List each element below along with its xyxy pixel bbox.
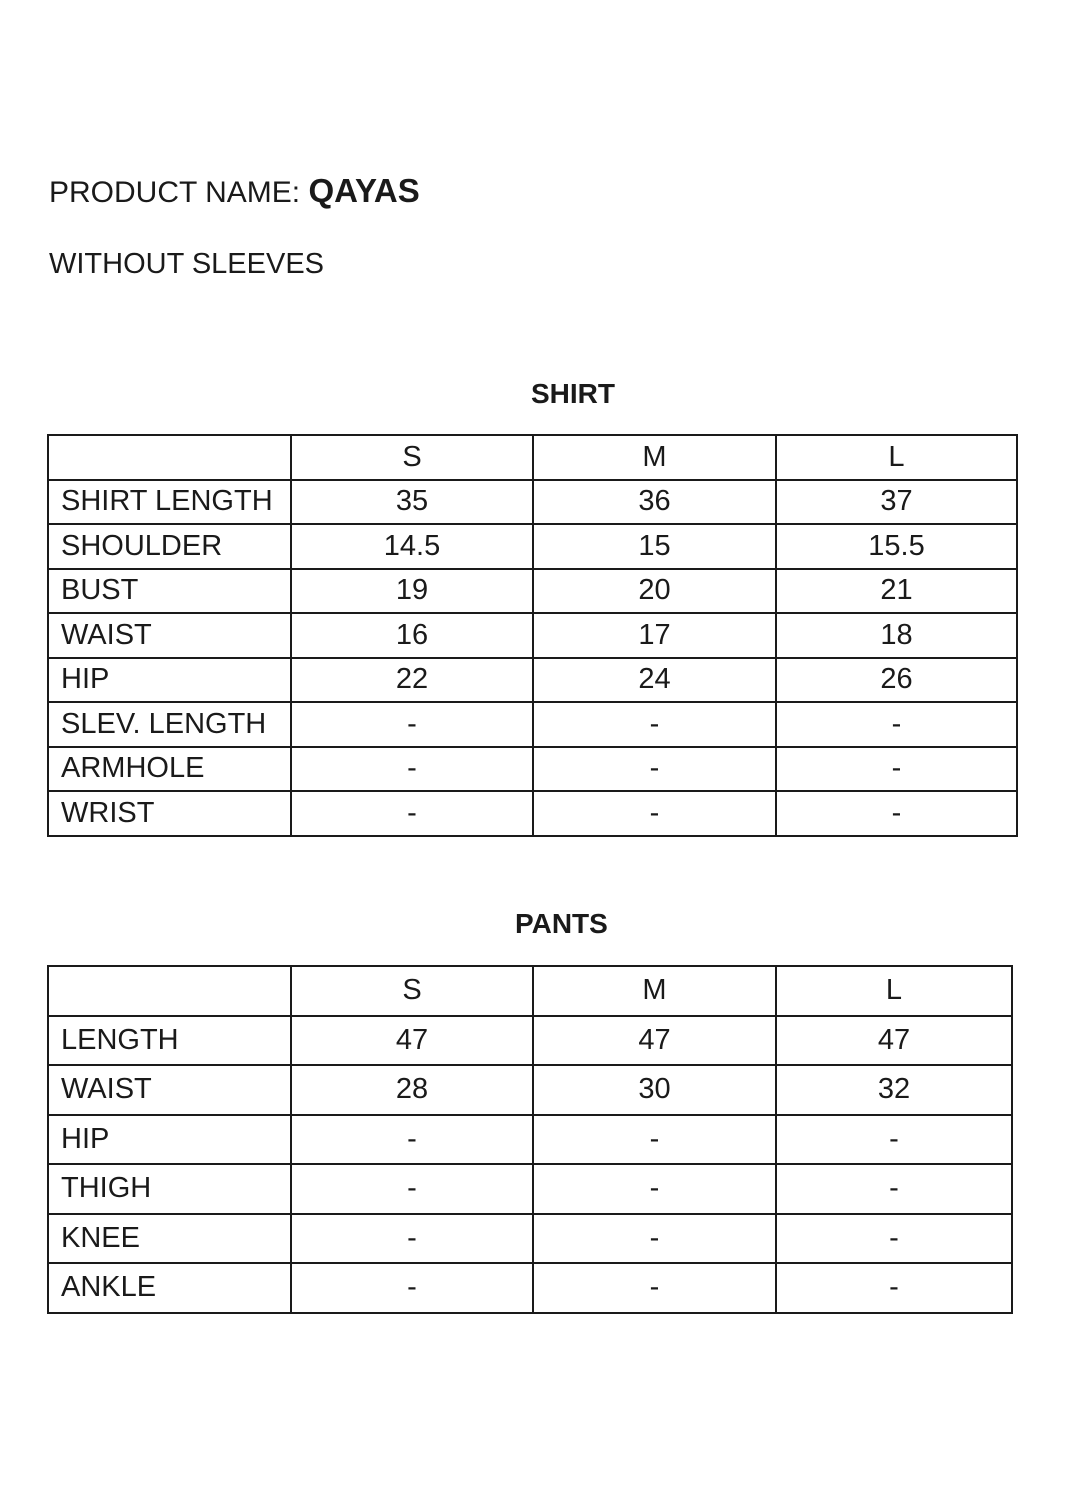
cell-value: 37 <box>776 480 1017 525</box>
cell-value: - <box>533 747 776 792</box>
table-row <box>48 569 1017 614</box>
table-row <box>48 613 1017 658</box>
cell-value: - <box>776 1115 1012 1165</box>
cell-value: - <box>533 1214 776 1264</box>
table-row <box>48 658 1017 703</box>
cell-value: 19 <box>291 569 533 614</box>
cell-value: - <box>291 1214 533 1264</box>
cell-value: - <box>291 747 533 792</box>
cell-value: 15.5 <box>776 524 1017 569</box>
cell-value: - <box>291 702 533 747</box>
row-label: SLEV. LENGTH <box>48 702 291 747</box>
cell-value: 32 <box>776 1065 1012 1115</box>
cell-value: - <box>533 1263 776 1313</box>
cell-value: 20 <box>533 569 776 614</box>
cell-value: 21 <box>776 569 1017 614</box>
cell-value: - <box>776 747 1017 792</box>
size-header-m: M <box>533 966 776 1016</box>
cell-value: - <box>533 1115 776 1165</box>
row-label: ARMHOLE <box>48 747 291 792</box>
cell-value: - <box>291 1263 533 1313</box>
cell-value: 26 <box>776 658 1017 703</box>
cell-value: - <box>533 791 776 836</box>
table-row <box>48 1065 1012 1115</box>
cell-value: - <box>776 791 1017 836</box>
row-label: SHOULDER <box>48 524 291 569</box>
cell-value: 22 <box>291 658 533 703</box>
cell-value: - <box>291 1164 533 1214</box>
product-name-label: PRODUCT NAME: <box>49 176 301 209</box>
table-row <box>48 1115 1012 1165</box>
row-label: WAIST <box>48 1065 291 1115</box>
header-corner-cell <box>48 435 291 480</box>
cell-value: - <box>533 702 776 747</box>
header-corner-cell <box>48 966 291 1016</box>
shirt-section-title: SHIRT <box>531 378 615 409</box>
table-row <box>48 524 1017 569</box>
cell-value: 47 <box>291 1016 533 1066</box>
row-label: WAIST <box>48 613 291 658</box>
cell-value: 24 <box>533 658 776 703</box>
row-label: HIP <box>48 1115 291 1165</box>
cell-value: - <box>776 1263 1012 1313</box>
size-header-s: S <box>291 966 533 1016</box>
cell-value: 47 <box>533 1016 776 1066</box>
size-header-m: M <box>533 435 776 480</box>
cell-value: 35 <box>291 480 533 525</box>
row-label: SHIRT LENGTH <box>48 480 291 525</box>
table-row <box>48 747 1017 792</box>
variant-note: WITHOUT SLEEVES <box>49 248 325 280</box>
table-row <box>48 1263 1012 1313</box>
cell-value: - <box>776 1214 1012 1264</box>
row-label: ANKLE <box>48 1263 291 1313</box>
table-row <box>48 480 1017 525</box>
table-header-row <box>48 966 1012 1016</box>
cell-value: 14.5 <box>291 524 533 569</box>
size-header-s: S <box>291 435 533 480</box>
table-row <box>48 1164 1012 1214</box>
row-label: HIP <box>48 658 291 703</box>
table-row <box>48 1016 1012 1066</box>
row-label: LENGTH <box>48 1016 291 1066</box>
size-header-l: L <box>776 435 1017 480</box>
size-header-l: L <box>776 966 1012 1016</box>
pants-size-table <box>47 965 1013 1314</box>
cell-value: 18 <box>776 613 1017 658</box>
row-label: THIGH <box>48 1164 291 1214</box>
cell-value: 36 <box>533 480 776 525</box>
table-row <box>48 1214 1012 1264</box>
table-row <box>48 702 1017 747</box>
product-name-value: QAYAS <box>308 172 420 209</box>
cell-value: - <box>291 791 533 836</box>
cell-value: - <box>776 702 1017 747</box>
row-label: KNEE <box>48 1214 291 1264</box>
cell-value: 30 <box>533 1065 776 1115</box>
row-label: BUST <box>48 569 291 614</box>
cell-value: 16 <box>291 613 533 658</box>
cell-value: 47 <box>776 1016 1012 1066</box>
product-name-line <box>49 172 420 210</box>
table-row <box>48 791 1017 836</box>
cell-value: 28 <box>291 1065 533 1115</box>
cell-value: - <box>533 1164 776 1214</box>
table-header-row <box>48 435 1017 480</box>
cell-value: 17 <box>533 613 776 658</box>
cell-value: - <box>291 1115 533 1165</box>
pants-section-title: PANTS <box>515 908 608 939</box>
shirt-size-table <box>47 434 1018 837</box>
cell-value: 15 <box>533 524 776 569</box>
row-label: WRIST <box>48 791 291 836</box>
cell-value: - <box>776 1164 1012 1214</box>
